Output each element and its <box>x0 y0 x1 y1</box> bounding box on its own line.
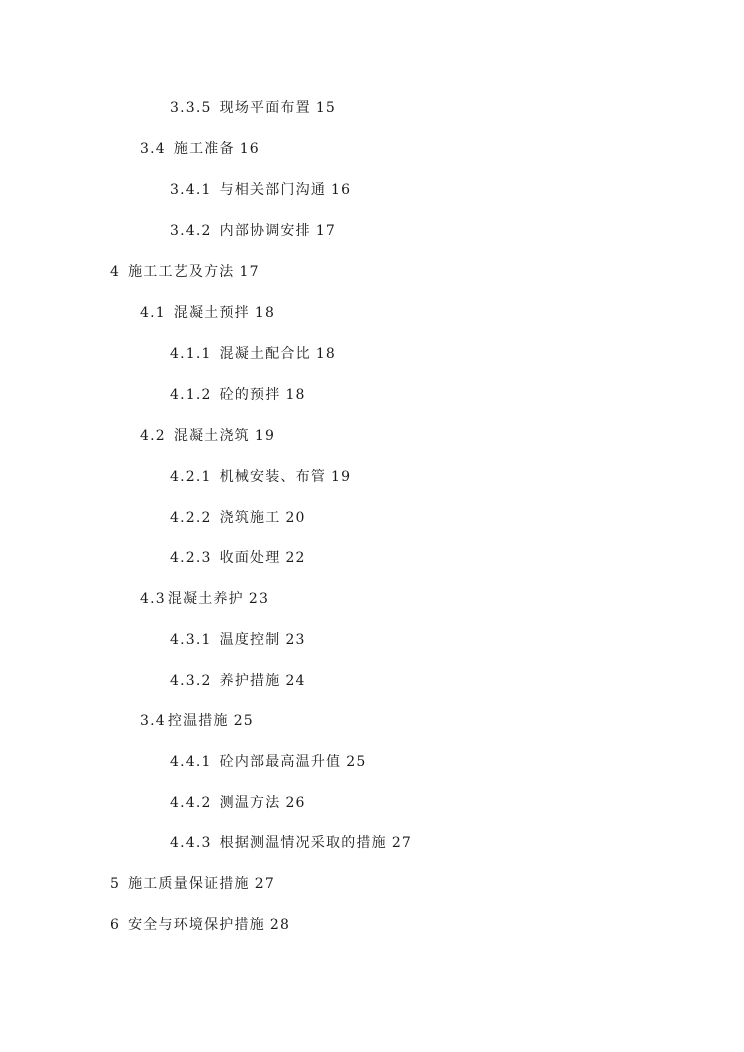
toc-number: 3.3.5 <box>170 100 212 116</box>
toc-entry[interactable] <box>170 509 306 527</box>
toc-entry[interactable] <box>140 140 260 158</box>
toc-number: 4.2.3 <box>170 550 212 566</box>
toc-number: 4.1.2 <box>170 387 212 403</box>
toc-page-number: 19 <box>331 469 352 485</box>
toc-entry[interactable] <box>170 99 336 117</box>
toc-number: 4.1 <box>140 305 166 321</box>
toc-page-number: 17 <box>315 223 337 239</box>
toc-title: 砼的预拌 <box>219 387 281 403</box>
toc-title: 砼内部最高温升值 <box>219 754 342 770</box>
toc-entry[interactable] <box>170 672 306 690</box>
toc-entry[interactable] <box>170 386 306 404</box>
toc-entry[interactable] <box>170 834 412 852</box>
toc-entry[interactable] <box>140 712 254 730</box>
toc-page-number: 20 <box>285 510 306 526</box>
toc-number: 4.2.1 <box>170 469 212 485</box>
toc-title: 与相关部门沟通 <box>219 182 327 198</box>
toc-number: 4.2 <box>140 428 166 444</box>
toc-page-number: 24 <box>285 673 306 689</box>
toc-entry[interactable] <box>110 916 290 934</box>
toc-entry[interactable] <box>170 345 336 363</box>
toc-title: 控温措施 <box>167 713 229 729</box>
toc-page-number: 26 <box>285 795 306 811</box>
toc-page-number: 28 <box>269 917 291 933</box>
toc-page-number: 18 <box>285 387 306 403</box>
toc-page-number: 18 <box>254 305 276 321</box>
toc-number: 3.4.2 <box>170 223 212 239</box>
toc-number: 5 <box>110 876 121 892</box>
toc-title: 浇筑施工 <box>219 510 281 526</box>
toc-entry[interactable] <box>140 590 269 608</box>
toc-title: 施工准备 <box>173 141 235 157</box>
toc-number: 4.1.1 <box>170 346 212 362</box>
toc-title: 混凝土养护 <box>167 591 244 607</box>
toc-title: 测温方法 <box>219 795 281 811</box>
toc-page-number: 23 <box>248 591 270 607</box>
toc-page-number: 18 <box>315 346 337 362</box>
toc-entry[interactable] <box>110 263 260 281</box>
toc-entry[interactable] <box>170 222 336 240</box>
toc-page-number: 25 <box>233 713 254 729</box>
toc-page-number: 17 <box>239 264 260 280</box>
toc-entry[interactable] <box>170 181 351 199</box>
toc-page-number: 19 <box>254 428 276 444</box>
toc-number: 4.2.2 <box>170 510 212 526</box>
toc-number: 4.4.3 <box>170 835 212 851</box>
toc-number: 4.3.1 <box>170 632 212 648</box>
toc-entry[interactable] <box>170 631 306 649</box>
toc-number: 3.4 <box>140 141 166 157</box>
toc-page-number: 27 <box>391 835 413 851</box>
toc-number: 3.4 <box>140 713 166 729</box>
toc-title: 安全与环境保护措施 <box>128 917 265 933</box>
toc-title: 混凝土浇筑 <box>173 428 250 444</box>
toc-page-number: 25 <box>346 754 367 770</box>
toc-entry[interactable] <box>170 753 366 771</box>
toc-entry[interactable] <box>170 549 306 567</box>
toc-title: 温度控制 <box>219 632 281 648</box>
toc-page-number: 16 <box>239 141 260 157</box>
toc-entry[interactable] <box>140 304 275 322</box>
toc-page-number: 16 <box>331 182 352 198</box>
toc-title: 根据测温情况采取的措施 <box>219 835 387 851</box>
toc-number: 4.4.1 <box>170 754 212 770</box>
toc-page-number: 22 <box>285 550 306 566</box>
toc-number: 3.4.1 <box>170 182 212 198</box>
toc-entry[interactable] <box>170 794 306 812</box>
toc-entry[interactable] <box>110 875 275 893</box>
toc-number: 4.4.2 <box>170 795 212 811</box>
toc-number: 6 <box>110 917 121 933</box>
toc-page-number: 27 <box>254 876 275 892</box>
toc-title: 收面处理 <box>219 550 281 566</box>
toc-title: 机械安装、布管 <box>219 469 327 485</box>
toc-title: 现场平面布置 <box>219 100 311 116</box>
toc-title: 施工工艺及方法 <box>128 264 235 280</box>
toc-title: 混凝土预拌 <box>173 305 250 321</box>
toc-entry[interactable] <box>170 468 351 486</box>
toc-title: 混凝土配合比 <box>219 346 311 362</box>
toc-number: 4.3.2 <box>170 673 212 689</box>
toc-page-number: 23 <box>285 632 306 648</box>
toc-number: 4.3 <box>140 591 166 607</box>
toc-entry[interactable] <box>140 427 275 445</box>
toc-number: 4 <box>110 264 121 280</box>
toc-title: 养护措施 <box>219 673 281 689</box>
toc-title: 内部协调安排 <box>219 223 311 239</box>
toc-page-number: 15 <box>315 100 337 116</box>
toc-title: 施工质量保证措施 <box>128 876 250 892</box>
